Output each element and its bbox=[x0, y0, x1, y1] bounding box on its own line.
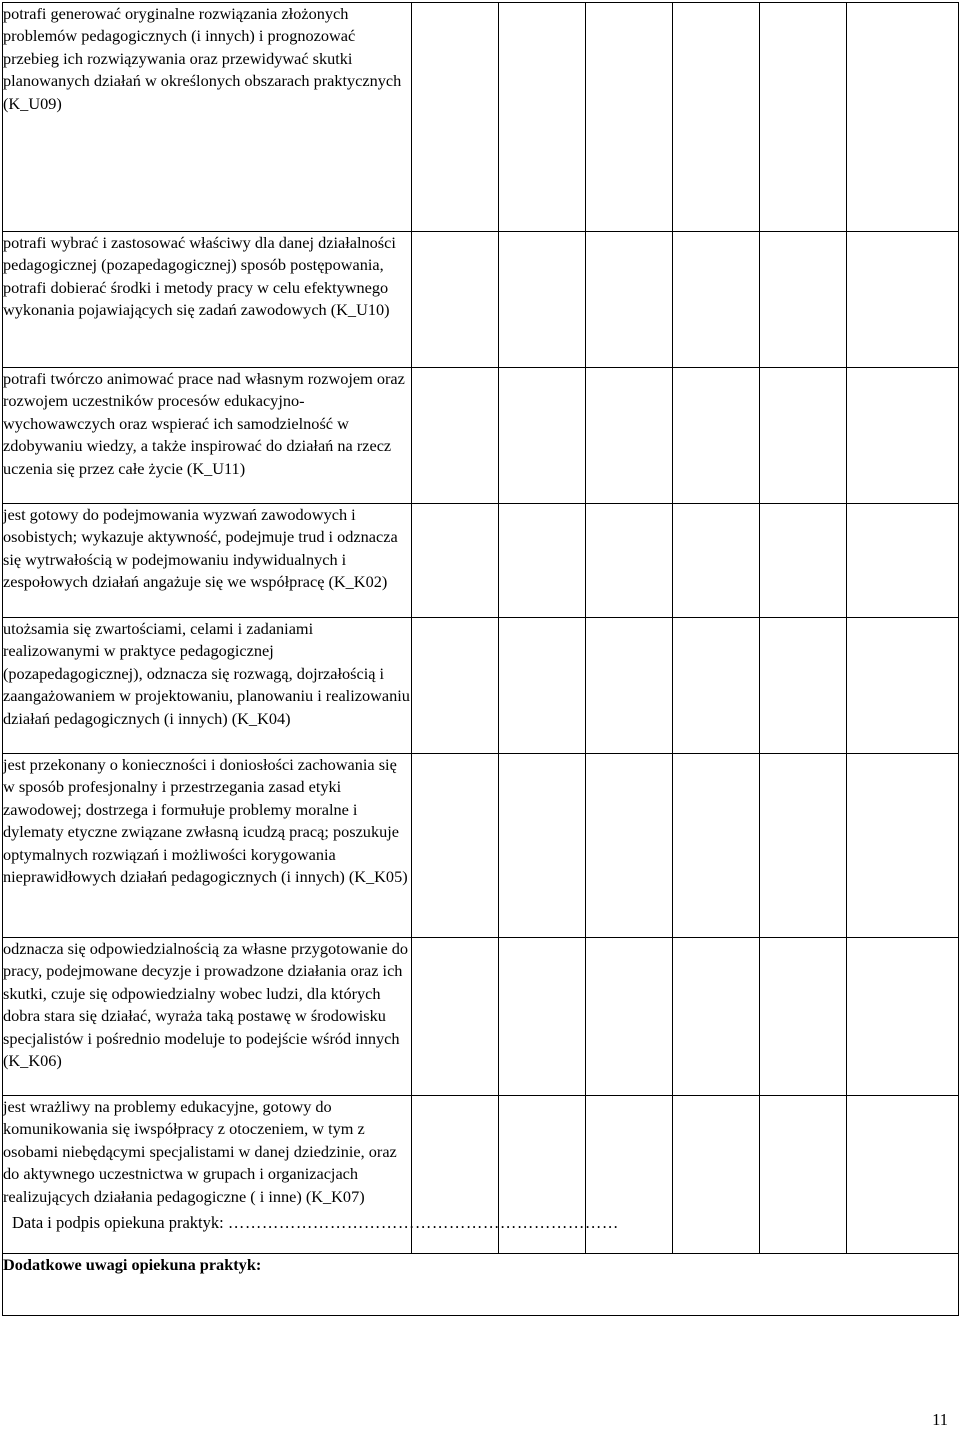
remarks-label: Dodatkowe uwagi opiekuna praktyk: bbox=[3, 1255, 262, 1274]
rating-cell[interactable] bbox=[847, 3, 959, 232]
remarks-row bbox=[3, 1254, 959, 1316]
table-row bbox=[3, 504, 959, 618]
rating-cell[interactable] bbox=[847, 368, 959, 504]
signature-line bbox=[12, 1213, 619, 1233]
rating-cell[interactable] bbox=[847, 504, 959, 618]
table-row bbox=[3, 232, 959, 368]
criterion-cell bbox=[3, 232, 412, 368]
rating-cell[interactable] bbox=[673, 368, 760, 504]
rating-cell[interactable] bbox=[673, 232, 760, 368]
table-row bbox=[3, 368, 959, 504]
rating-cell[interactable] bbox=[760, 3, 847, 232]
rating-cell[interactable] bbox=[760, 754, 847, 938]
criterion-text: odznacza się odpowiedzialnością za własne przygotowanie do pracy, podejmowane decyzje i prowadzone działania oraz ich skutki, czuje się odpowiedzialny wobec ludzi, dla których dobra stara się działać, wyraża taką postawę w środowisku specjalistów i pośrednio modeluje to podejście wśród innych (K_K06) bbox=[3, 939, 409, 1071]
rating-cell[interactable] bbox=[586, 504, 673, 618]
rating-cell[interactable] bbox=[412, 232, 499, 368]
rating-cell[interactable] bbox=[673, 504, 760, 618]
rating-cell[interactable] bbox=[847, 754, 959, 938]
criterion-text: jest przekonany o konieczności i doniosłości zachowania się w sposób profesjonalny i przestrzegania zasad etyki zawodowej; dostrzega i formułuje problemy moralne i dylematy etyczne związane zwłasną icudzą pracą; poszukuje optymalnych rozwiązań i możliwości korygowania nieprawidłowych działań pedagogicznych (i innych) (K_K05) bbox=[3, 755, 408, 887]
criterion-cell bbox=[3, 504, 412, 618]
table-row bbox=[3, 754, 959, 938]
rating-cell[interactable] bbox=[412, 3, 499, 232]
page-number: 11 bbox=[932, 1410, 948, 1429]
criterion-text: jest gotowy do podejmowania wyzwań zawodowych i osobistych; wykazuje aktywność, podejmuje trud i odznacza się wytrwałością w podejmowaniu indywidualnych i zespołowych działań angażuje się we współpracę (K_K02) bbox=[3, 505, 398, 592]
rating-cell[interactable] bbox=[586, 3, 673, 232]
rating-cell[interactable] bbox=[673, 754, 760, 938]
rating-cell[interactable] bbox=[847, 938, 959, 1096]
rating-cell[interactable] bbox=[847, 1096, 959, 1254]
rating-cell[interactable] bbox=[412, 938, 499, 1096]
rating-cell[interactable] bbox=[760, 504, 847, 618]
rating-cell[interactable] bbox=[847, 618, 959, 754]
rating-cell[interactable] bbox=[586, 754, 673, 938]
rating-cell[interactable] bbox=[412, 618, 499, 754]
rating-cell[interactable] bbox=[499, 618, 586, 754]
criterion-text: jest wrażliwy na problemy edukacyjne, gotowy do komunikowania się iwspółpracy z otoczeniem, w tym z osobami niebędącymi specjalistami w danej dziedzinie, oraz do aktywnego uczestnictwa w grupach i organizacjach realizujących działania pedagogiczne ( i inne) (K_K07) bbox=[3, 1097, 397, 1206]
rating-cell[interactable] bbox=[499, 938, 586, 1096]
rating-cell[interactable] bbox=[586, 938, 673, 1096]
rating-cell[interactable] bbox=[760, 368, 847, 504]
rating-cell[interactable] bbox=[412, 368, 499, 504]
rating-cell[interactable] bbox=[586, 368, 673, 504]
rating-cell[interactable] bbox=[760, 938, 847, 1096]
rating-cell[interactable] bbox=[499, 368, 586, 504]
signature-field[interactable]: …………………………………………………………… bbox=[227, 1213, 619, 1232]
signature-label: Data i podpis opiekuna praktyk: bbox=[12, 1213, 224, 1232]
criterion-cell bbox=[3, 618, 412, 754]
rating-cell[interactable] bbox=[499, 3, 586, 232]
criterion-cell bbox=[3, 3, 412, 232]
rating-cell[interactable] bbox=[499, 754, 586, 938]
criterion-text: potrafi generować oryginalne rozwiązania złożonych problemów pedagogicznych (i innych) i prognozować przebieg ich rozwiązywania oraz przewidywać skutki planowanych działań w określonych obszarach praktycznych (K_U09) bbox=[3, 4, 402, 113]
rating-cell[interactable] bbox=[847, 232, 959, 368]
rating-cell[interactable] bbox=[412, 504, 499, 618]
assessment-table bbox=[2, 2, 959, 1316]
table-row bbox=[3, 3, 959, 232]
criterion-text: potrafi twórczo animować prace nad własnym rozwojem oraz rozwojem uczestników procesów edukacyjno-wychowawczych oraz wspierać ich samodzielność w zdobywaniu wiedzy, a także inspirować do działań na rzecz uczenia się przez całe życie (K_U11) bbox=[3, 369, 405, 478]
rating-cell[interactable] bbox=[412, 754, 499, 938]
criterion-text: potrafi wybrać i zastosować właściwy dla danej działalności pedagogicznej (pozapedagogicznej) sposób postępowania, potrafi dobierać środki i metody pracy w celu efektywnego wykonania pojawiających się zadań zawodowych (K_U10) bbox=[3, 233, 396, 320]
rating-cell[interactable] bbox=[499, 504, 586, 618]
table-row bbox=[3, 618, 959, 754]
rating-cell[interactable] bbox=[673, 938, 760, 1096]
criterion-text: utożsamia się zwartościami, celami i zadaniami realizowanymi w praktyce pedagogicznej (pozapedagogicznej), odznacza się rozwagą, dojrzałością i zaangażowaniem w projektowaniu, planowaniu i realizowaniu działań pedagogicznych (i innych) (K_K04) bbox=[3, 619, 410, 728]
rating-cell[interactable] bbox=[673, 3, 760, 232]
rating-cell[interactable] bbox=[586, 618, 673, 754]
criterion-cell bbox=[3, 368, 412, 504]
remarks-cell[interactable] bbox=[3, 1254, 959, 1316]
criterion-cell bbox=[3, 754, 412, 938]
rating-cell[interactable] bbox=[673, 1096, 760, 1254]
rating-cell[interactable] bbox=[760, 1096, 847, 1254]
rating-cell[interactable] bbox=[586, 232, 673, 368]
rating-cell[interactable] bbox=[673, 618, 760, 754]
criterion-cell bbox=[3, 938, 412, 1096]
rating-cell[interactable] bbox=[760, 232, 847, 368]
rating-cell[interactable] bbox=[499, 232, 586, 368]
table-row bbox=[3, 938, 959, 1096]
rating-cell[interactable] bbox=[760, 618, 847, 754]
